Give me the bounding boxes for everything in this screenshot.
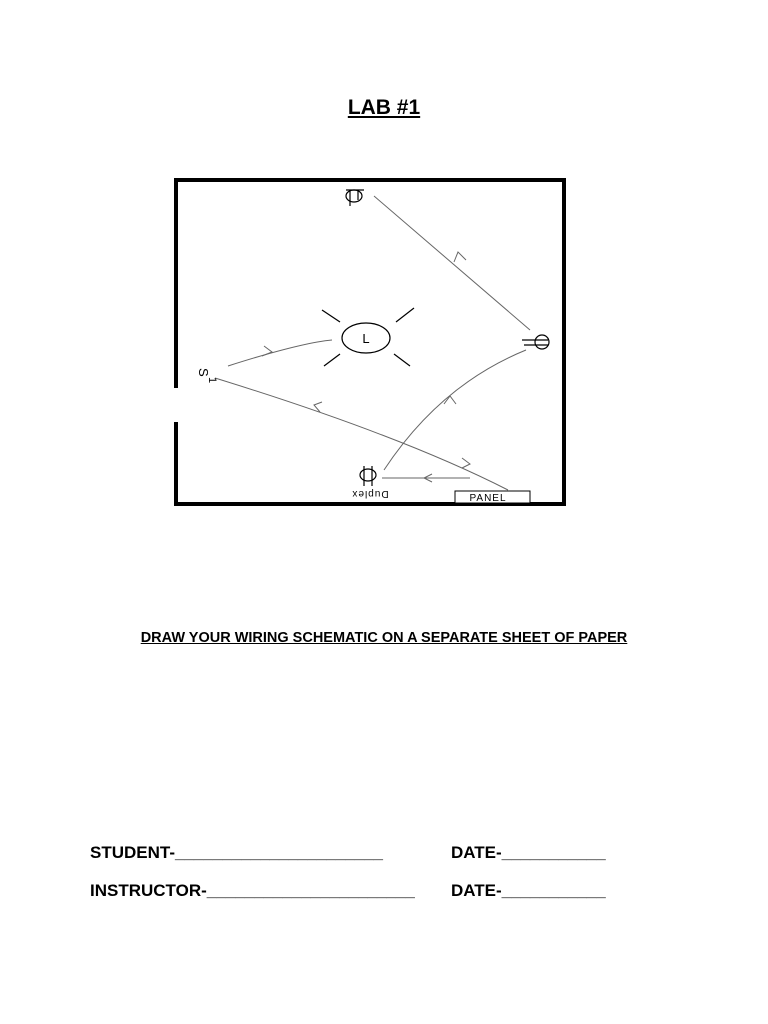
student-signature-line: STUDENT-______________________ <box>90 843 384 862</box>
switch-label: S <box>196 368 211 377</box>
duplex-label: Duplex <box>351 488 389 499</box>
instructor-date-line: DATE-___________ <box>451 881 606 900</box>
instruction-text: DRAW YOUR WIRING SCHEMATIC ON A SEPARATE SHEET OF PAPER <box>140 630 628 646</box>
wiring-runs <box>215 196 530 490</box>
switch-subscript: 1 <box>206 377 218 384</box>
outlet-top-icon <box>346 190 364 206</box>
student-date-line: DATE-___________ <box>451 843 606 862</box>
panel-label: PANEL <box>469 493 507 504</box>
instructor-signature-line: INSTRUCTOR-______________________ <box>90 881 415 900</box>
room-walls <box>176 180 564 504</box>
duplex-label-group <box>351 488 388 499</box>
outlet-right-icon <box>522 335 549 349</box>
wire-arrows <box>262 252 470 482</box>
duplex-outlet-icon <box>360 466 376 486</box>
switch-label-group <box>196 368 218 383</box>
page-title: LAB #1 <box>347 96 421 119</box>
lamp-label: L <box>362 331 370 346</box>
